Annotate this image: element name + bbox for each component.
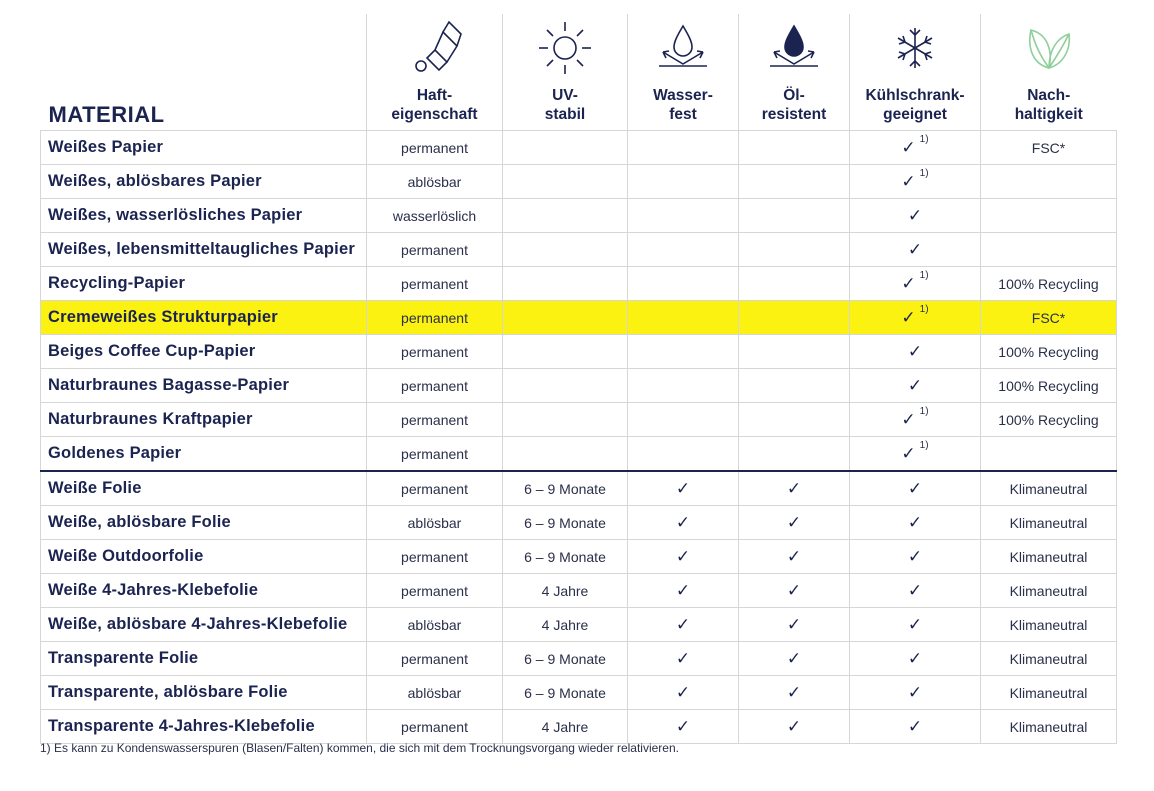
- cell-name: Weiße, ablösbare Folie: [41, 506, 367, 540]
- header-kuehl-line2: geeignet: [883, 106, 947, 123]
- cell-name: Weiße Outdoorfolie: [41, 540, 367, 574]
- cell-name: Beiges Coffee Cup-Papier: [41, 335, 367, 369]
- checkmark-icon: ✓: [907, 375, 923, 395]
- table-row: [41, 574, 1117, 608]
- checkmark-icon: ✓: [675, 716, 691, 736]
- footnote-marker: 1): [919, 167, 929, 179]
- cell-wasser: [628, 574, 739, 608]
- checkmark-icon: ✓: [675, 546, 691, 566]
- cell-nach: Klimaneutral: [981, 608, 1117, 642]
- cell-name: Naturbraunes Kraftpapier: [41, 403, 367, 437]
- footnote-marker: 1): [919, 303, 929, 315]
- cell-name: Transparente 4-Jahres-Klebefolie: [41, 710, 367, 744]
- table-row: [41, 233, 1117, 267]
- material-table-container: [40, 14, 1116, 744]
- cell-uv: [503, 301, 628, 335]
- cell-kuehl: [850, 710, 981, 744]
- header-uv-line2: stabil: [544, 106, 586, 123]
- cell-kuehl: [850, 574, 981, 608]
- cell-uv: 6 – 9 Monate: [503, 540, 628, 574]
- header-wasser-line2: fest: [669, 106, 697, 123]
- cell-kuehl: [850, 608, 981, 642]
- cell-uv: 6 – 9 Monate: [503, 471, 628, 506]
- cell-uv: 4 Jahre: [503, 574, 628, 608]
- checkmark-icon: ✓: [786, 716, 802, 736]
- cell-uv: [503, 131, 628, 165]
- cell-haft: permanent: [367, 233, 503, 267]
- cell-name: Naturbraunes Bagasse-Papier: [41, 369, 367, 403]
- cell-nach: Klimaneutral: [981, 676, 1117, 710]
- cell-kuehl: [850, 267, 981, 301]
- cell-nach: 100% Recycling: [981, 267, 1117, 301]
- cell-wasser: [628, 642, 739, 676]
- material-comparison-table: [40, 14, 1117, 744]
- cell-oel: [739, 369, 850, 403]
- cell-wasser: [628, 165, 739, 199]
- cell-wasser: [628, 471, 739, 506]
- cell-nach: [981, 199, 1117, 233]
- cell-kuehl: [850, 642, 981, 676]
- cell-oel: [739, 131, 850, 165]
- header-haft-line2: eigenschaft: [391, 106, 478, 123]
- checkmark-icon: ✓: [901, 171, 916, 191]
- cell-oel: [739, 642, 850, 676]
- table-row: [41, 403, 1117, 437]
- header-haft: [367, 14, 503, 131]
- checkmark-icon: ✓: [907, 239, 923, 259]
- cell-haft: permanent: [367, 369, 503, 403]
- table-row: [41, 506, 1117, 540]
- header-oel: [739, 14, 850, 131]
- cell-kuehl: [850, 165, 981, 199]
- cell-nach: Klimaneutral: [981, 642, 1117, 676]
- checkmark-icon: ✓: [907, 614, 923, 634]
- header-kuehl-line1: Kühlschrank-: [865, 87, 965, 104]
- cell-nach: 100% Recycling: [981, 335, 1117, 369]
- checkmark-icon: ✓: [901, 273, 916, 293]
- checkmark-icon: ✓: [901, 409, 916, 429]
- cell-name: Weiße 4-Jahres-Klebefolie: [41, 574, 367, 608]
- header-material: MATERIAL: [48, 102, 165, 127]
- cell-name: Cremeweißes Strukturpapier: [41, 301, 367, 335]
- cell-uv: [503, 335, 628, 369]
- checkmark-icon: ✓: [675, 580, 691, 600]
- cell-nach: 100% Recycling: [981, 403, 1117, 437]
- cell-oel: [739, 199, 850, 233]
- cell-wasser: [628, 540, 739, 574]
- cell-oel: [739, 574, 850, 608]
- cell-nach: [981, 437, 1117, 472]
- table-row: [41, 199, 1117, 233]
- header-uv-line1: UV-: [552, 87, 578, 104]
- cell-haft: permanent: [367, 710, 503, 744]
- cell-name: Weißes, lebensmitteltaugliches Papier: [41, 233, 367, 267]
- table-row: [41, 676, 1117, 710]
- checkmark-icon: ✓: [907, 580, 923, 600]
- cell-oel: [739, 710, 850, 744]
- cell-nach: Klimaneutral: [981, 710, 1117, 744]
- glue-bottle-icon: [367, 18, 502, 78]
- checkmark-icon: ✓: [675, 682, 691, 702]
- cell-haft: permanent: [367, 335, 503, 369]
- cell-uv: [503, 199, 628, 233]
- snowflake-icon: [850, 18, 980, 78]
- checkmark-icon: ✓: [786, 512, 802, 532]
- cell-wasser: [628, 335, 739, 369]
- cell-nach: Klimaneutral: [981, 540, 1117, 574]
- cell-haft: permanent: [367, 574, 503, 608]
- cell-uv: 4 Jahre: [503, 710, 628, 744]
- cell-uv: [503, 437, 628, 472]
- cell-oel: [739, 335, 850, 369]
- cell-nach: Klimaneutral: [981, 506, 1117, 540]
- cell-wasser: [628, 608, 739, 642]
- header-row: [41, 14, 1117, 131]
- cell-kuehl: [850, 506, 981, 540]
- header-oel-line2: resistent: [761, 106, 827, 123]
- table-row: [41, 471, 1117, 506]
- leaves-icon: [981, 18, 1117, 78]
- cell-wasser: [628, 131, 739, 165]
- checkmark-icon: ✓: [907, 546, 923, 566]
- cell-oel: [739, 403, 850, 437]
- checkmark-icon: ✓: [907, 341, 923, 361]
- cell-uv: 6 – 9 Monate: [503, 676, 628, 710]
- cell-haft: permanent: [367, 471, 503, 506]
- cell-wasser: [628, 301, 739, 335]
- cell-oel: [739, 608, 850, 642]
- sun-icon: [503, 18, 627, 78]
- footnote-marker: 1): [919, 405, 929, 417]
- checkmark-icon: ✓: [786, 614, 802, 634]
- cell-oel: [739, 437, 850, 472]
- cell-oel: [739, 301, 850, 335]
- cell-oel: [739, 267, 850, 301]
- cell-kuehl: [850, 131, 981, 165]
- cell-wasser: [628, 199, 739, 233]
- checkmark-icon: ✓: [786, 546, 802, 566]
- cell-wasser: [628, 267, 739, 301]
- cell-wasser: [628, 506, 739, 540]
- table-row: [41, 642, 1117, 676]
- checkmark-icon: ✓: [907, 648, 923, 668]
- cell-name: Weißes, ablösbares Papier: [41, 165, 367, 199]
- cell-haft: ablösbar: [367, 506, 503, 540]
- cell-haft: permanent: [367, 642, 503, 676]
- cell-oel: [739, 165, 850, 199]
- checkmark-icon: ✓: [786, 648, 802, 668]
- table-row: [41, 131, 1117, 165]
- cell-haft: wasserlöslich: [367, 199, 503, 233]
- cell-wasser: [628, 676, 739, 710]
- cell-haft: permanent: [367, 131, 503, 165]
- table-row: [41, 165, 1117, 199]
- footnote-marker: 1): [919, 439, 929, 451]
- cell-name: Weißes Papier: [41, 131, 367, 165]
- cell-haft: permanent: [367, 301, 503, 335]
- cell-name: Goldenes Papier: [41, 437, 367, 472]
- cell-kuehl: [850, 199, 981, 233]
- cell-haft: ablösbar: [367, 165, 503, 199]
- cell-oel: [739, 540, 850, 574]
- checkmark-icon: ✓: [907, 716, 923, 736]
- header-nach-line2: haltigkeit: [1014, 106, 1083, 123]
- cell-wasser: [628, 710, 739, 744]
- cell-uv: 6 – 9 Monate: [503, 642, 628, 676]
- cell-name: Transparente, ablösbare Folie: [41, 676, 367, 710]
- table-row: [41, 301, 1117, 335]
- cell-nach: Klimaneutral: [981, 574, 1117, 608]
- cell-uv: [503, 403, 628, 437]
- checkmark-icon: ✓: [901, 307, 916, 327]
- cell-nach: Klimaneutral: [981, 471, 1117, 506]
- cell-oel: [739, 471, 850, 506]
- table-body: [41, 131, 1117, 744]
- table-row: [41, 540, 1117, 574]
- table-row: [41, 608, 1117, 642]
- header-uv: [503, 14, 628, 131]
- cell-kuehl: [850, 540, 981, 574]
- cell-nach: [981, 233, 1117, 267]
- cell-kuehl: [850, 437, 981, 472]
- checkmark-icon: ✓: [786, 478, 802, 498]
- cell-nach: 100% Recycling: [981, 369, 1117, 403]
- cell-uv: [503, 267, 628, 301]
- cell-haft: permanent: [367, 403, 503, 437]
- cell-name: Weißes, wasserlösliches Papier: [41, 199, 367, 233]
- cell-name: Transparente Folie: [41, 642, 367, 676]
- checkmark-icon: ✓: [675, 614, 691, 634]
- cell-uv: 4 Jahre: [503, 608, 628, 642]
- oil-drop-icon: [739, 18, 849, 78]
- header-nach-line1: Nach-: [1027, 87, 1071, 104]
- checkmark-icon: ✓: [786, 580, 802, 600]
- header-wasser: [628, 14, 739, 131]
- header-haft-line1: Haft-: [416, 87, 453, 104]
- cell-kuehl: [850, 471, 981, 506]
- cell-name: Weiße, ablösbare 4-Jahres-Klebefolie: [41, 608, 367, 642]
- cell-haft: permanent: [367, 437, 503, 472]
- cell-kuehl: [850, 676, 981, 710]
- footnote-marker: 1): [919, 269, 929, 281]
- checkmark-icon: ✓: [675, 478, 691, 498]
- cell-uv: [503, 369, 628, 403]
- header-wasser-line1: Wasser-: [653, 87, 713, 104]
- checkmark-icon: ✓: [907, 682, 923, 702]
- cell-haft: ablösbar: [367, 676, 503, 710]
- cell-oel: [739, 506, 850, 540]
- checkmark-icon: ✓: [786, 682, 802, 702]
- cell-name: Weiße Folie: [41, 471, 367, 506]
- cell-oel: [739, 233, 850, 267]
- footnote-marker: 1): [919, 133, 929, 145]
- checkmark-icon: ✓: [901, 443, 916, 463]
- cell-wasser: [628, 403, 739, 437]
- table-row: [41, 267, 1117, 301]
- cell-nach: FSC*: [981, 301, 1117, 335]
- table-row: [41, 437, 1117, 472]
- cell-uv: 6 – 9 Monate: [503, 506, 628, 540]
- checkmark-icon: ✓: [675, 648, 691, 668]
- cell-kuehl: [850, 369, 981, 403]
- checkmark-icon: ✓: [675, 512, 691, 532]
- cell-kuehl: [850, 403, 981, 437]
- header-kuehl: [850, 14, 981, 131]
- cell-haft: permanent: [367, 267, 503, 301]
- header-nach: [981, 14, 1117, 131]
- checkmark-icon: ✓: [901, 137, 916, 157]
- cell-kuehl: [850, 301, 981, 335]
- cell-uv: [503, 233, 628, 267]
- cell-kuehl: [850, 335, 981, 369]
- checkmark-icon: ✓: [907, 205, 923, 225]
- table-row: [41, 335, 1117, 369]
- footnote: 1) Es kann zu Kondenswasserspuren (Blasen/Falten) kommen, die sich mit dem Trocknungsvorgang wieder relativieren.: [40, 741, 679, 755]
- table-row: [41, 369, 1117, 403]
- cell-wasser: [628, 233, 739, 267]
- cell-nach: [981, 165, 1117, 199]
- cell-uv: [503, 165, 628, 199]
- cell-name: Recycling-Papier: [41, 267, 367, 301]
- cell-wasser: [628, 369, 739, 403]
- water-drop-icon: [628, 18, 738, 78]
- cell-wasser: [628, 437, 739, 472]
- table-row: [41, 710, 1117, 744]
- cell-haft: permanent: [367, 540, 503, 574]
- cell-oel: [739, 676, 850, 710]
- checkmark-icon: ✓: [907, 512, 923, 532]
- checkmark-icon: ✓: [907, 478, 923, 498]
- cell-haft: ablösbar: [367, 608, 503, 642]
- cell-nach: FSC*: [981, 131, 1117, 165]
- cell-kuehl: [850, 233, 981, 267]
- header-oel-line1: Öl-: [783, 87, 805, 104]
